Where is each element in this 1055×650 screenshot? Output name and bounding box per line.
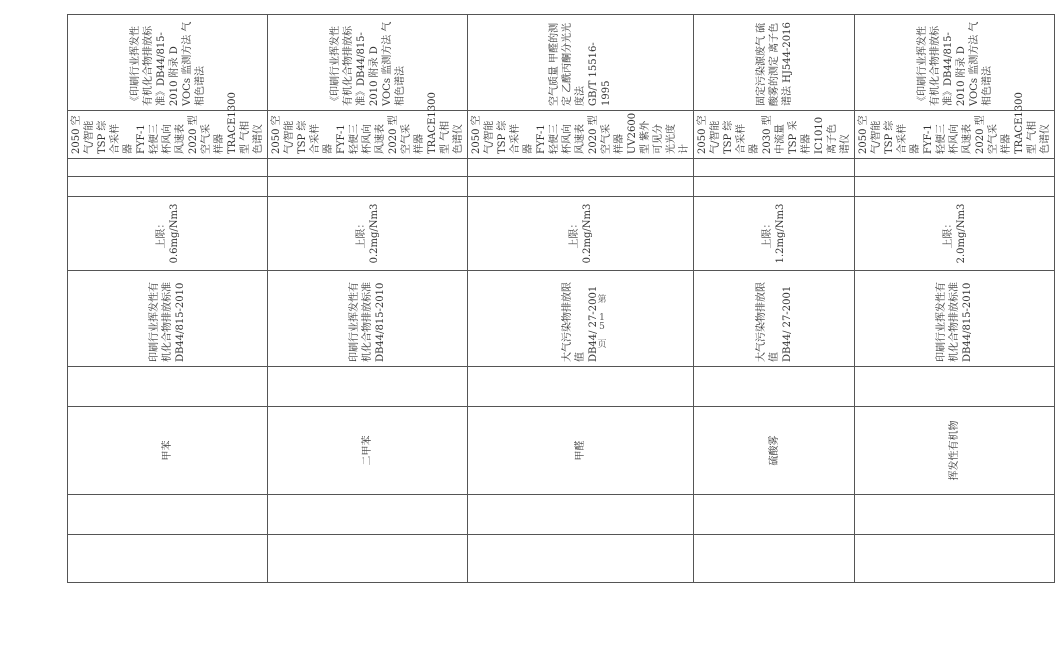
blank-cell	[855, 177, 1055, 197]
method-cell: 空气质量 甲醛的测定 乙酰丙酮分光光度法 GB/T 15516-1995	[468, 15, 694, 111]
blank-cell	[268, 535, 468, 583]
blank-cell	[68, 535, 268, 583]
equipment-cell: 2050 空气/智能 TSP 综合采样器 FYF-1 轻便三杯风向风速表 2020 型 空气采样器 TRACE1300 型 气相色谱仪	[268, 111, 468, 159]
table-row	[68, 15, 268, 583]
method-cell: 固定污染源废气 硫酸雾的测定 离子色谱法 HJ544-2016	[694, 15, 855, 111]
blank-cell	[268, 177, 468, 197]
limit-cell: 上限： 0.2mg/Nm3	[468, 197, 694, 271]
monitoring-standards-table	[67, 14, 1055, 583]
method-cell: 《印刷行业挥发性有机化合物排放标准》DB44/815-2010 附录 D VOCs 监测方法 气相色谱法	[268, 15, 468, 111]
blank-cell	[68, 495, 268, 535]
item-cell: 甲苯	[68, 407, 268, 495]
blank-cell	[68, 367, 268, 407]
equipment-cell: 2050 空气/智能 TSP 综合采样器 2030 型 中流量 TSP 采样器 IC1010 离子色谱仪	[694, 111, 855, 159]
standard-cell: 印刷行业挥发性有机化合物排放标准 DB44/815-2010	[268, 271, 468, 367]
blank-cell	[855, 367, 1055, 407]
table-row	[268, 15, 468, 583]
table-row	[468, 15, 694, 583]
blank-cell	[694, 177, 855, 197]
standard-cell: 大气污染物排放限值 DB44/ 27-2001	[694, 271, 855, 367]
page-number: 第 1 5 页	[597, 295, 607, 350]
limit-cell: 上限： 0.6mg/Nm3	[68, 197, 268, 271]
blank-cell	[268, 159, 468, 177]
blank-cell	[855, 495, 1055, 535]
blank-cell	[694, 367, 855, 407]
equipment-cell: 2050 空气/智能 TSP 综合采样器 FYF-1 轻便三杯风向风速表 2020 型 空气采样器 TRACE1300 型 气相色谱仪	[855, 111, 1055, 159]
item-cell: 挥发性有机物	[855, 407, 1055, 495]
blank-cell	[694, 495, 855, 535]
blank-cell	[468, 495, 694, 535]
limit-cell: 上限： 0.2mg/Nm3	[268, 197, 468, 271]
blank-cell	[268, 367, 468, 407]
item-cell: 二甲苯	[268, 407, 468, 495]
standard-cell: 大气污染物排放限值 DB44/ 27-2001	[468, 271, 694, 367]
blank-cell	[68, 177, 268, 197]
equipment-cell: 2050 空气/智能 TSP 综合采样器 FYF-1 轻便三杯风向风速表 2020 型 空气采样器 UV2600 型 紫外可见分光光度计	[468, 111, 694, 159]
item-cell: 甲醛	[468, 407, 694, 495]
standard-cell: 印刷行业挥发性有机化合物排放标准 DB44/815-2010	[855, 271, 1055, 367]
blank-cell	[694, 535, 855, 583]
blank-cell	[468, 535, 694, 583]
blank-cell	[855, 535, 1055, 583]
table-row	[694, 15, 855, 583]
standard-cell: 印刷行业挥发性有机化合物排放标准 DB44/815-2010	[68, 271, 268, 367]
blank-cell	[468, 177, 694, 197]
table-row	[855, 15, 1055, 583]
limit-cell: 上限： 2.0mg/Nm3	[855, 197, 1055, 271]
blank-cell	[468, 367, 694, 407]
method-cell: 《印刷行业挥发性有机化合物排放标准》DB44/815-2010 附录 D VOCs 监测方法 气相色谱法	[855, 15, 1055, 111]
blank-cell	[68, 159, 268, 177]
blank-cell	[468, 159, 694, 177]
method-cell: 《印刷行业挥发性有机化合物排放标准》DB44/815-2010 附录 D VOCs 监测方法 气相色谱法	[68, 15, 268, 111]
limit-cell: 上限： 1.2mg/Nm3	[694, 197, 855, 271]
blank-cell	[855, 159, 1055, 177]
item-cell: 硫酸雾	[694, 407, 855, 495]
blank-cell	[694, 159, 855, 177]
equipment-cell: 2050 空气/智能 TSP 综合采样器 FYF-1 轻便三杯风向风速表 2020 型 空气采样器 TRACE1300 型 气相色谱仪	[68, 111, 268, 159]
blank-cell	[268, 495, 468, 535]
